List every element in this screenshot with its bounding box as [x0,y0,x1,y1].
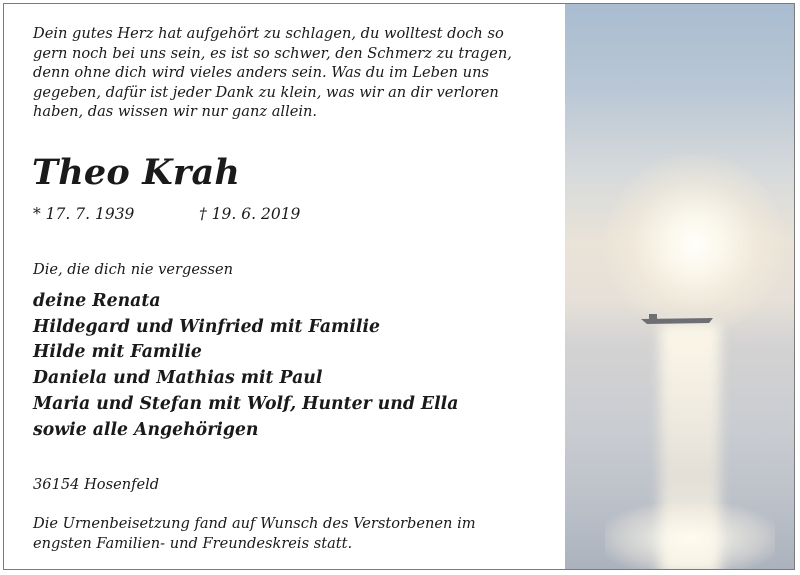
death-date: † 19. 6. 2019 [199,205,301,223]
obituary-card [3,3,795,570]
mourner-line: sowie alle Angehörigen [33,419,259,440]
sunset-lake-photo [565,4,795,570]
burial-note [33,514,533,554]
poem-line: gern noch bei uns sein, es ist so schwer, den Schmerz zu tragen, [33,44,512,62]
poem-line: denn ohne dich wird vieles anders sein. Was du im Leben uns [33,64,489,82]
poem-line: haben, das wissen wir nur ganz allein. [33,103,318,121]
mourner-line: Hilde mit Familie [33,342,202,363]
sun-glow [605,154,785,334]
deceased-name: Theo Krah [32,152,241,193]
life-dates [33,204,300,224]
burial-note-line: engsten Familien- und Freundeskreis statt. [33,535,353,552]
mourner-line: deine Renata [33,291,161,311]
poem [33,24,533,122]
poem-line: gegeben, dafür ist jeder Dank zu klein, was wir an dir verloren [33,83,499,101]
birth-date: * 17. 7. 1939 [33,205,135,223]
poem-line: Dein gutes Herz hat aufgehört zu schlagen, du wolltest doch so [33,25,504,42]
place: 36154 Hosenfeld [33,476,160,493]
mourner-line: Maria und Stefan mit Wolf, Hunter und Ella [33,393,459,414]
text-column [4,4,567,569]
boat-icon [641,314,713,324]
mourners-intro: Die, die dich nie vergessen [33,261,233,278]
burial-note-line: Die Urnenbeisetzung fand auf Wunsch des Verstorbenen im [33,515,476,532]
mourner-line: Daniela und Mathias mit Paul [33,368,323,389]
mourners-list [33,289,458,443]
mourner-line: Hildegard und Winfried mit Familie [33,316,381,337]
water-shimmer [605,504,775,570]
